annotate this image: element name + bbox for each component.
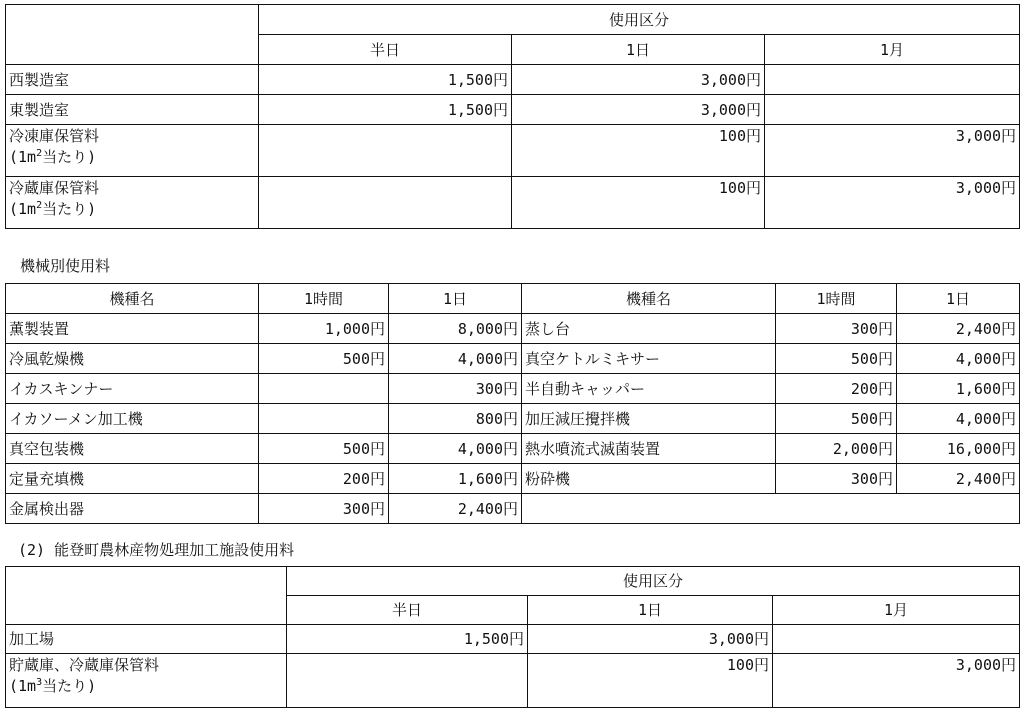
table-row bbox=[6, 344, 1020, 374]
col-header-day: 1日 bbox=[512, 35, 765, 65]
row-name: 冷凍庫保管料 ($1m^2$当たり) bbox=[6, 125, 259, 177]
machine-name: イカソーメン加工機 bbox=[6, 404, 259, 434]
fee-day: 800円 bbox=[389, 404, 522, 434]
machine-name: 定量充填機 bbox=[6, 464, 259, 494]
fee-half-day bbox=[259, 177, 512, 229]
fee-hour: 2,000円 bbox=[776, 434, 897, 464]
fee-half-day bbox=[287, 654, 528, 708]
machine-name: 冷風乾燥機 bbox=[6, 344, 259, 374]
table-header-row bbox=[6, 284, 1020, 314]
fee-day: 2,400円 bbox=[897, 314, 1020, 344]
fee-day: 4,000円 bbox=[897, 344, 1020, 374]
fee-half-day bbox=[259, 125, 512, 177]
machine-name: 金属検出器 bbox=[6, 494, 259, 524]
machine-name: 真空ケトルミキサー bbox=[522, 344, 776, 374]
machine-name: 加圧減圧攪拌機 bbox=[522, 404, 776, 434]
fee-day: 100円 bbox=[528, 654, 773, 708]
machine-name: イカスキンナー bbox=[6, 374, 259, 404]
table-row bbox=[6, 625, 1020, 654]
fee-hour: 500円 bbox=[776, 404, 897, 434]
fee-day: 2,400円 bbox=[897, 464, 1020, 494]
col-header-day: 1日 bbox=[897, 284, 1020, 314]
col-header-day: 1日 bbox=[528, 596, 773, 625]
col-header-day: 1日 bbox=[389, 284, 522, 314]
fee-month: 3,000円 bbox=[765, 125, 1020, 177]
col-header-half-day: 半日 bbox=[259, 35, 512, 65]
table-row bbox=[6, 404, 1020, 434]
table-row bbox=[6, 494, 1020, 524]
fee-day: 100円 bbox=[512, 125, 765, 177]
fee-day: 2,400円 bbox=[389, 494, 522, 524]
fee-day: 8,000円 bbox=[389, 314, 522, 344]
machine-name: 熱水噴流式滅菌装置 bbox=[522, 434, 776, 464]
machine-name: 薫製装置 bbox=[6, 314, 259, 344]
empty-corner-cell bbox=[6, 5, 259, 65]
machine-name: 半自動キャッパー bbox=[522, 374, 776, 404]
fee-day: 16,000円 bbox=[897, 434, 1020, 464]
col-header-machine-name: 機種名 bbox=[6, 284, 259, 314]
fee-hour: 500円 bbox=[259, 344, 389, 374]
table-row bbox=[6, 125, 1020, 177]
fee-day: 1,600円 bbox=[897, 374, 1020, 404]
usage-category-header: 使用区分 bbox=[287, 567, 1020, 596]
row-name: 東製造室 bbox=[6, 95, 259, 125]
col-header-hour: 1時間 bbox=[259, 284, 389, 314]
empty-corner-cell bbox=[6, 567, 287, 625]
row-name: 西製造室 bbox=[6, 65, 259, 95]
fee-hour: 300円 bbox=[259, 494, 389, 524]
fee-month bbox=[765, 65, 1020, 95]
machine-fee-table bbox=[5, 283, 1020, 524]
col-header-month: 1月 bbox=[765, 35, 1020, 65]
table-row bbox=[6, 65, 1020, 95]
col-header-month: 1月 bbox=[773, 596, 1020, 625]
fee-month bbox=[773, 625, 1020, 654]
fee-hour: 500円 bbox=[776, 344, 897, 374]
fee-day: 4,000円 bbox=[389, 434, 522, 464]
machine-fee-caption: 機械別使用料 bbox=[20, 257, 111, 275]
fee-day: 300円 bbox=[389, 374, 522, 404]
fee-hour: 200円 bbox=[776, 374, 897, 404]
fee-half-day: 1,500円 bbox=[259, 95, 512, 125]
fee-day: 4,000円 bbox=[897, 404, 1020, 434]
fee-hour: 300円 bbox=[776, 464, 897, 494]
row-name: 加工場 bbox=[6, 625, 287, 654]
machine-name: 蒸し台 bbox=[522, 314, 776, 344]
fee-hour: 300円 bbox=[776, 314, 897, 344]
col-header-hour: 1時間 bbox=[776, 284, 897, 314]
table-row bbox=[6, 374, 1020, 404]
fee-hour: 500円 bbox=[259, 434, 389, 464]
fee-month: 3,000円 bbox=[765, 177, 1020, 229]
fee-day: 3,000円 bbox=[512, 65, 765, 95]
agri-facility-fee-table bbox=[5, 566, 1020, 708]
table-row bbox=[6, 95, 1020, 125]
fee-half-day: 1,500円 bbox=[259, 65, 512, 95]
fee-half-day: 1,500円 bbox=[287, 625, 528, 654]
table-row bbox=[6, 654, 1020, 708]
fee-month: 3,000円 bbox=[773, 654, 1020, 708]
fee-day: 100円 bbox=[512, 177, 765, 229]
table-row bbox=[6, 434, 1020, 464]
table-row bbox=[6, 177, 1020, 229]
table-row bbox=[6, 464, 1020, 494]
row-name: 貯蔵庫、冷蔵庫保管料 ($1m^3$当たり) bbox=[6, 654, 287, 708]
fee-hour bbox=[259, 374, 389, 404]
machine-name: 真空包装機 bbox=[6, 434, 259, 464]
table-row bbox=[6, 314, 1020, 344]
col-header-half-day: 半日 bbox=[287, 596, 528, 625]
fee-hour: 200円 bbox=[259, 464, 389, 494]
fee-month bbox=[765, 95, 1020, 125]
section-2-caption: (2) 能登町農林産物処理加工施設使用料 bbox=[18, 541, 295, 559]
usage-category-header: 使用区分 bbox=[259, 5, 1020, 35]
machine-name: 粉砕機 bbox=[522, 464, 776, 494]
row-name: 冷蔵庫保管料 ($1m^2$当たり) bbox=[6, 177, 259, 229]
fee-day: 3,000円 bbox=[512, 95, 765, 125]
fee-day: 1,600円 bbox=[389, 464, 522, 494]
empty-merged-cell bbox=[522, 494, 1020, 524]
fee-day: 4,000円 bbox=[389, 344, 522, 374]
col-header-machine-name: 機種名 bbox=[522, 284, 776, 314]
fee-day: 3,000円 bbox=[528, 625, 773, 654]
fee-hour: 1,000円 bbox=[259, 314, 389, 344]
fee-hour bbox=[259, 404, 389, 434]
facility-fee-table bbox=[5, 4, 1020, 229]
